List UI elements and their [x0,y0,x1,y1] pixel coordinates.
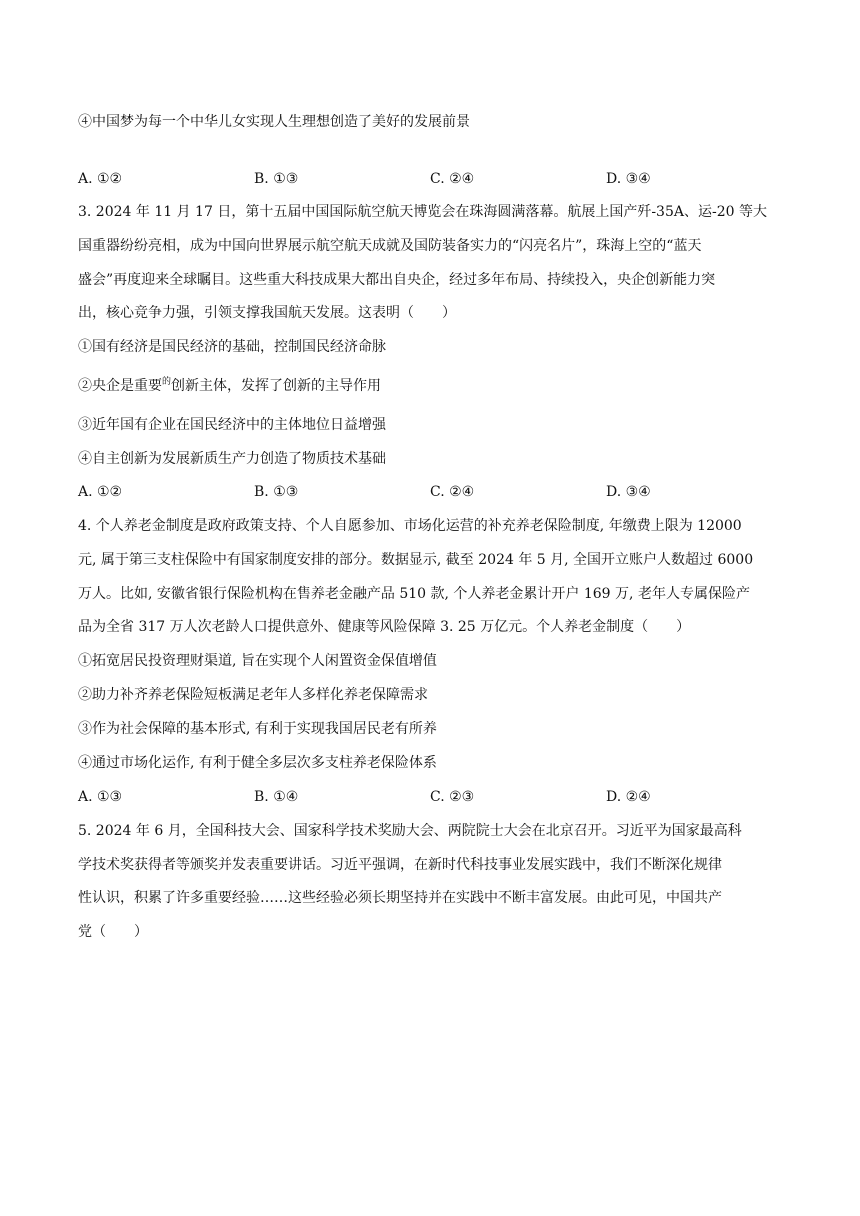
q3-stem-line-4: 出，核心竞争力强，引领支撑我国航天发展。这表明（ ） [78,305,456,321]
q4-item-1: ①拓宽居民投资理财渠道, 旨在实现个人闲置资金保值增值 [78,653,437,669]
q5-stem-line-2: 学技术奖获得者等颁奖并发表重要讲话。习近平强调，在新时代科技事业发展实践中，我们不断深化规律 [78,857,722,873]
q3-option-a: A. ①② [78,484,123,500]
q4-stem-line-4: 品为全省 317 万人次老龄人口提供意外、健康等风险保障 3. 25 万亿元。个人养老金制度（ ） [78,619,691,635]
q2-item-4: ④中国梦为每一个中华儿女实现人生理想创造了美好的发展前景 [78,114,470,130]
q4-item-4: ④通过市场化运作, 有利于健全多层次多支柱养老保险体系 [78,755,437,771]
q4-item-2: ②助力补齐养老保险短板满足老年人多样化养老保障需求 [78,687,428,703]
q2-options [78,169,798,189]
q4-item-3: ③作为社会保障的基本形式, 有利于实现我国居民老有所养 [78,721,437,737]
q4-stem-line-2: 元, 属于第三支柱保险中有国家制度安排的部分。数据显示, 截至 2024 年 5 月, 全国开立账户人数超过 6000 [78,552,754,568]
q4-option-b: B. ①④ [254,789,299,805]
q3-stem-line-2: 国重器纷纷亮相，成为中国向世界展示航空航天成就及国防装备实力的“闪亮名片”，珠海上空的“蓝天 [78,238,702,254]
q3-options [78,482,798,502]
q3-item-1: ①国有经济是国民经济的基础，控制国民经济命脉 [78,339,386,355]
q3-item-2-superscript: 的 [162,377,172,387]
q5-stem-line-1: 5. 2024 年 6 月，全国科技大会、国家科学技术奖励大会、两院院士大会在北京召开。习近平为国家最高科 [78,823,742,839]
q3-item-2 [78,376,782,398]
q4-option-c: C. ②③ [430,789,475,805]
q2-option-b: B. ①③ [254,171,299,187]
q3-option-c: C. ②④ [430,484,475,500]
q3-stem-line-3: 盛会”再度迎来全球瞩目。这些重大科技成果大都出自央企，经过多年布局、持续投入，央企创新能力突 [78,272,716,288]
q3-option-d: D. ③④ [606,484,651,500]
q3-item-2-part-b: 创新主体，发挥了创新的主导作用 [171,378,382,394]
q5-stem-line-4: 党（ ） [78,924,148,940]
q5-stem-line-3: 性认识，积累了许多重要经验……这些经验必须长期坚持并在实践中不断丰富发展。由此可见，中国共产 [78,890,722,906]
q3-item-2-part-a: ②央企是重要 [78,378,162,394]
q4-stem-line-3: 万人。比如, 安徽省银行保险机构在售养老金融产品 510 款, 个人养老金累计开户 169 万, 老年人专属保险产 [78,586,750,602]
q4-option-a: A. ①③ [78,789,123,805]
q3-option-b: B. ①③ [254,484,299,500]
q3-item-3: ③近年国有企业在国民经济中的主体地位日益增强 [78,417,386,433]
q4-stem-line-1: 4. 个人养老金制度是政府政策支持、个人自愿参加、市场化运营的补充养老保险制度, 年缴费上限为 12000 [78,518,742,534]
q2-option-d: D. ③④ [606,171,651,187]
q3-item-4: ④自主创新为发展新质生产力创造了物质技术基础 [78,451,386,467]
q4-options [78,787,798,807]
q4-option-d: D. ②④ [606,789,651,805]
q2-option-a: A. ①② [78,171,123,187]
q3-stem-line-1: 3. 2024 年 11 月 17 日，第十五届中国国际航空航天博览会在珠海圆满落幕。航展上国产歼-35A、运-20 等大 [78,204,767,220]
q2-option-c: C. ②④ [430,171,475,187]
